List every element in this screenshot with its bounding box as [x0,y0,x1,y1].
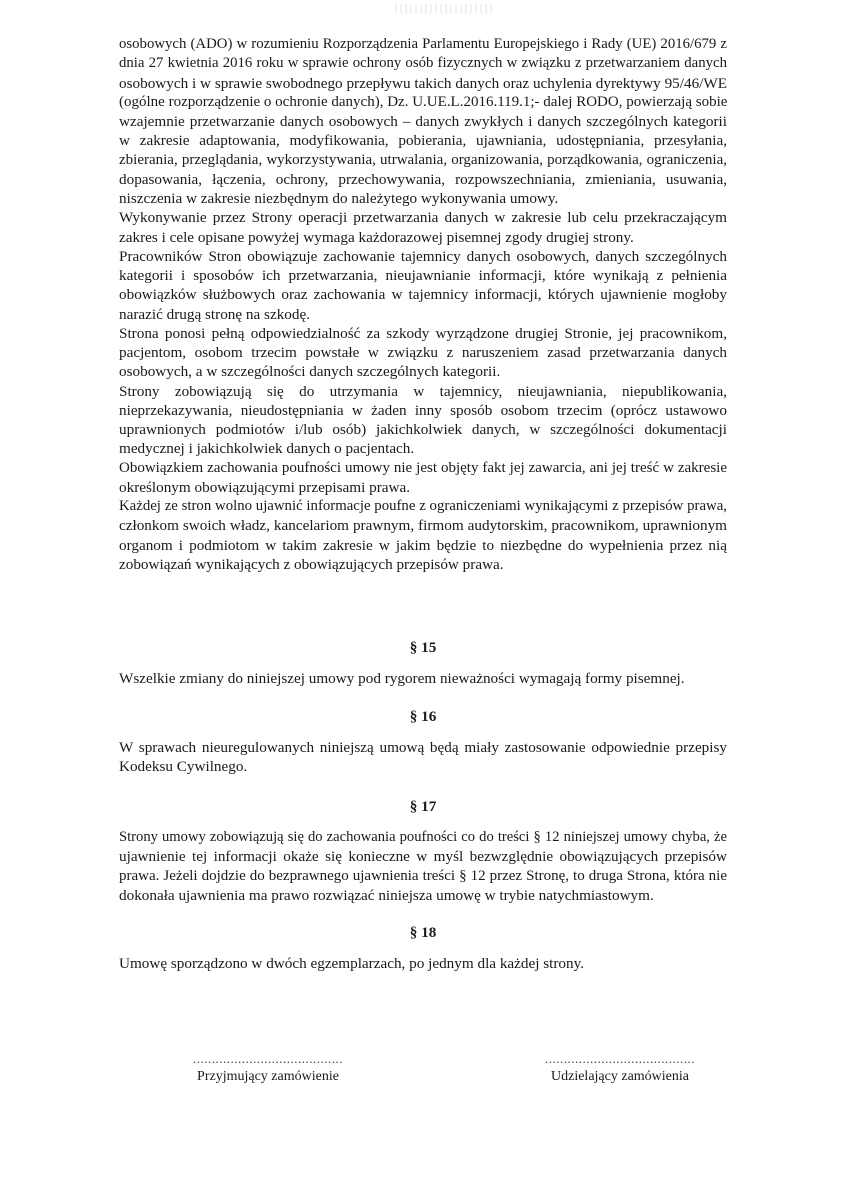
signature-line-right: ........................................ [545,1051,695,1066]
section-heading: § 15 [409,639,437,656]
signature-right [520,1050,720,1086]
text-line: pacjentom, osobom trzecim powstałe w związku z naruszeniem zasad przetwarzania danych [119,344,727,361]
text-line: ujawnienie tej informacji okaże się konieczne w myśl bezwzględnie obowiązujących przepisów [119,848,727,866]
text-line: Pracowników Stron obowiązuje zachowanie tajemnicy danych osobowych, danych szczególnych [119,247,727,265]
text-line: osobowych, a w szczególności danych szczególnych kategorii. [119,363,501,381]
signature-left [168,1050,368,1086]
text-line: dopasowania, łączenia, ochrony, przechowywania, rozpowszechniania, zmieniania, usuwania, [119,170,727,188]
text-line: Strony zobowiązują się do utrzymania w tajemnicy, nieujawniania, niepublikowania, [119,382,727,400]
text-line: Umowę sporządzono w dwóch egzemplarzach, po jednym dla każdej strony. [119,955,585,972]
text-line: (ogólne rozporządzenie o ochronie danych), Dz. U.UE.L.2016.119.1;- dalej RODO, powierzają sobie [119,93,728,110]
text-line: uprawnionych podmiotów i/lub osób) jakichkolwiek danych, w szczególności dokumentacji [119,421,727,438]
text-line: prawa. Jeżeli dojdzie do bezprawnego ujawnienia treści § 12 przez Stronę, to druga Strona, która nie [119,867,727,884]
text-line: Kodeksu Cywilnego. [119,758,248,776]
text-line: w zakresie adaptowania, modyfikowania, pobierania, ujawniania, udostępniania, przesyłania, [119,132,727,150]
text-line: obowiązków służbowych oraz zachowania w tajemnicy informacji, których ujawnienie mogłoby [119,286,727,304]
text-line: członkom swoich władz, kancelariom prawnym, firmom audytorskim, pracownikom, uprawnionym [119,517,727,535]
text-line: Strony umowy zobowiązują się do zachowania poufności co do treści § 12 niniejszej umowy chyba, że [119,829,727,845]
text-line: zbierania, przeglądania, wykorzystywania, utrwalania, organizowania, porządkowania, ograniczenia, [119,151,727,168]
text-line: organom i podmiotom w takim zakresie w jakim będzie to niezbędne do wypełnienia przez nią [119,536,727,554]
text-line: W sprawach nieuregulowanych niniejszą umową będą miały zastosowanie odpowiednie przepisy [119,739,727,756]
signature-label-left: Przyjmujący zamówienie [197,1069,339,1084]
text-line: Wszelkie zmiany do niniejszej umowy pod rygorem nieważności wymagają formy pisemnej. [119,670,685,687]
section-heading: § 18 [409,924,437,941]
signature-label-right: Udzielający zamówienia [551,1069,689,1084]
section-heading: § 17 [409,798,437,815]
text-line: określonym obowiązującymi przepisami prawa. [119,478,411,496]
text-line: dokonała ujawnienia ma prawo rozwiązać niniejsza umowę w trybie natychmiastowym. [119,886,654,904]
scan-artifact [395,4,495,14]
text-line: zakres i cele opisane powyżej wymaga każdorazowej pisemnej zgody drugiej strony. [119,228,634,246]
text-line: zobowiązań wynikających z obowiązujących przepisów prawa. [119,555,504,573]
text-line: nieprzekazywania, nieudostępniania w żaden inny sposób osobom trzecim (oprócz ustawowo [119,401,727,419]
signature-line-left: ........................................ [193,1051,343,1066]
text-line: dnia 27 kwietnia 2016 roku w sprawie ochrony osób fizycznych w związku z przetwarzaniem danych [119,55,727,72]
text-line: osobowych (ADO) w rozumieniu Rozporządzenia Parlamentu Europejskiego i Rady (UE) 2016/679 z [119,36,727,52]
text-line: medycznej i jakichkolwiek danych o pacjentach. [119,440,415,458]
text-line: niszczenia w zakresie niezbędnym do należytego wykonywania umowy. [119,190,559,207]
text-line: Strona ponosi pełną odpowiedzialność za szkody wyrządzone drugiej Stronie, jej pracownikom, [119,324,727,342]
text-line: wzajemnie przetwarzanie danych osobowych – danych zwykłych i danych szczególnych kategorii [119,113,727,130]
text-line: kategorii i sposobów ich przetwarzania, nieujawnianie informacji, które wynikają z pełnienia [119,267,727,284]
text-line: Każdej ze stron wolno ujawnić informacje poufne z ograniczeniami wynikającymi z przepisów prawa, [119,498,727,514]
section-heading: § 16 [409,708,437,725]
text-line: osobowych i w sprawie swobodnego przepływu takich danych oraz uchylenia dyrektywy 95/46/WE [119,74,727,92]
text-line: narazić drugą stronę na szkodę. [119,305,311,323]
text-line: Obowiązkiem zachowania poufności umowy nie jest objęty fakt jej zawarcia, ani jej treść w zakresie [119,459,727,476]
text-line: Wykonywanie przez Strony operacji przetwarzania danych w zakresie lub celu przekraczającym [119,209,727,227]
